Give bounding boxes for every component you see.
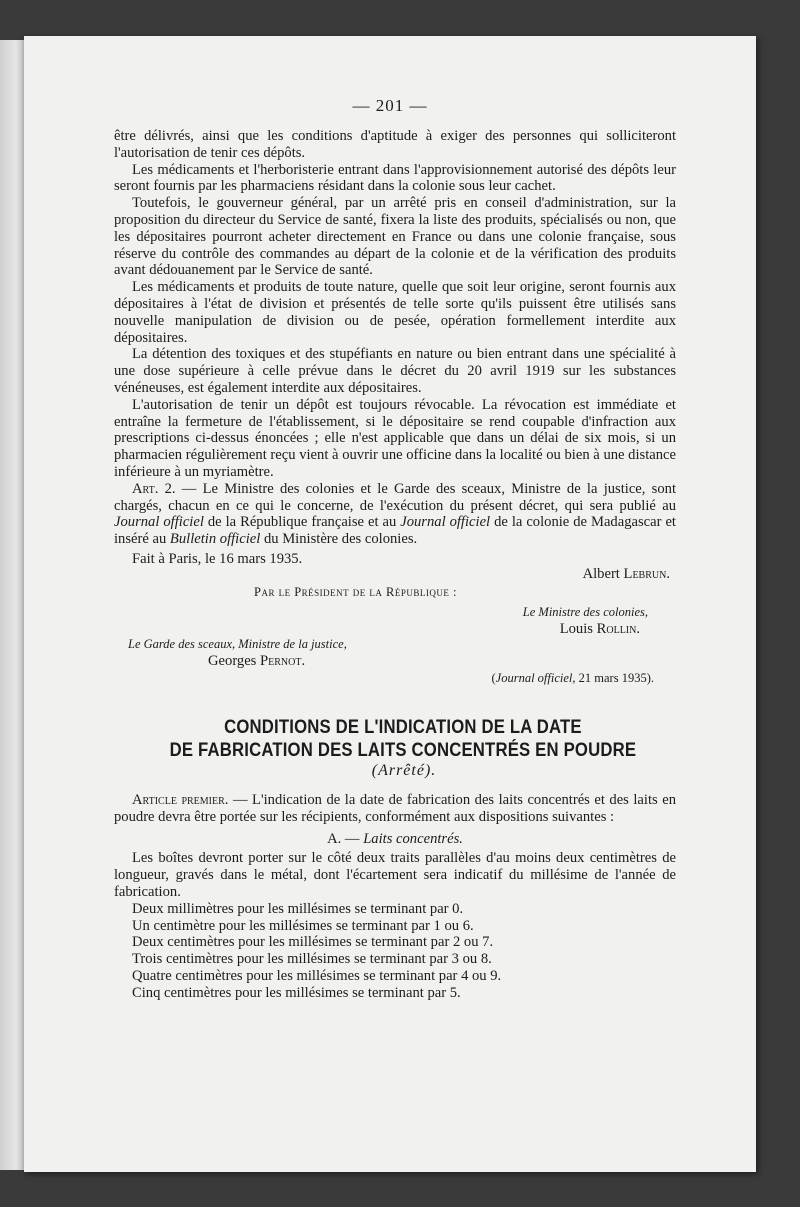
par-le-president: Par le Président de la République : (254, 584, 457, 599)
signature-president: Albert Lebrun. (582, 565, 670, 582)
paragraph: être délivrés, ainsi que les conditions d'aptitude à exiger des personnes qui solliciteront l'autorisation de tenir ces dépôts. (114, 128, 676, 161)
millesime-line: Trois centimètres pour les millésimes se terminant par 3 ou 8. (132, 951, 492, 968)
fait-a-paris: Fait à Paris, le 16 mars 1935. (132, 550, 303, 567)
section-subtitle: (Arrêté). (371, 762, 437, 780)
paragraph: Les médicaments et produits de toute nature, quelle que soit leur origine, seront fournis aux dépositaires à l'état de division et présentés de telle sorte qu'ils puissent être utilisés sans nouvelle manipulation de division ou de pesée, opération formellement interdite aux dépositaires. (114, 279, 676, 346)
document-page (24, 36, 756, 1172)
millesime-line: Cinq centimètres pour les millésimes se terminant par 5. (132, 984, 461, 1001)
paragraph: La détention des toxiques et des stupéfiants en nature ou bien entrant dans une spécialité à une dose supérieure à celle prévue dans le décret du 20 avril 1919 sur les substances vénéneuses, est également interdite aux dépositaires. (114, 346, 676, 396)
article-2-label: Art. 2. (132, 480, 176, 497)
page-number: — 201 — (352, 96, 428, 115)
paragraph: Les médicaments et l'herboristerie entrant dans l'approvisionnement autorisé des dépôts leur seront fournis par les pharmaciens résidant dans la colonie sous leur cachet. (114, 161, 676, 195)
paragraph: Toutefois, le gouverneur général, par un arrêté pris en conseil d'administration, sur la proposition du directeur du Service de santé, fixera la liste des produits, spécialisés ou non, que les dépositaires pourront acheter directement en France ou dans une colonie française, sous réserve du contrôle des commandes au départ de la colonie et de la vérification des produits avant dédouanement par le Service de santé. (114, 195, 676, 279)
section-title-line-2: DE FABRICATION DES LAITS CONCENTRÉS EN POUDRE (169, 740, 637, 762)
garde-name: Georges Pernot. (208, 652, 306, 669)
millesime-line: Deux millimètres pour les millésimes se terminant par 0. (132, 900, 464, 917)
section-title-line-1: CONDITIONS DE L'INDICATION DE LA DATE (224, 717, 582, 739)
millesime-line: Deux centimètres pour les millésimes se terminant par 2 ou 7. (132, 934, 494, 951)
paragraph-boites: Les boîtes devront porter sur le côté deux traits parallèles d'au moins deux centimètres de longueur, gravés dans le métal, dont l'écartement sera indicatif du millésime de l'année de fabrication. (114, 850, 676, 901)
previous-page-edge (0, 40, 26, 1170)
article-premier: Article premier. — L'indication de la date de fabrication des laits concentrés et des laits en poudre devra être portée sur les récipients, conformément aux dispositions suivantes : (114, 792, 676, 825)
source-note: (Journal officiel, 21 mars 1935). (491, 670, 654, 685)
article-premier-label: Article premier. (132, 792, 229, 809)
subsection-heading: A. — Laits concentrés. (327, 830, 463, 847)
page-body (114, 128, 676, 1002)
article-2: Art. 2. — Le Ministre des colonies et le Garde des sceaux, Ministre de la justice, sont chargés, chacun en ce qui le concerne, de l'exécution du présent décret, qui sera publié au Journal officiel de la République française et au Journal officiel de la colonie de Madagascar et inséré au Bulletin officiel du Ministère des colonies. (114, 480, 677, 548)
millesime-line: Quatre centimètres pour les millésimes se terminant par 4 ou 9. (132, 968, 502, 985)
paragraph: L'autorisation de tenir un dépôt est toujours révocable. La révocation est immédiate et entraîne la fermeture de l'établissement, si le dépositaire se rend coupable d'infraction aux prescriptions ci-dessus énoncées ; elle n'est applicable que dans un délai de six mois, si un pharmacien régulièrement reçu vient à ouvrir une officine dans la localité ou bien à une distance inférieure à un myriamètre. (114, 396, 676, 480)
millesime-line: Un centimètre pour les millésimes se terminant par 1 ou 6. (132, 917, 474, 934)
ministre-colonies-title: Le Ministre des colonies, (522, 605, 648, 620)
ministre-colonies-name: Louis Rollin. (559, 621, 640, 638)
garde-title: Le Garde des sceaux, Ministre de la justice, (128, 636, 347, 651)
